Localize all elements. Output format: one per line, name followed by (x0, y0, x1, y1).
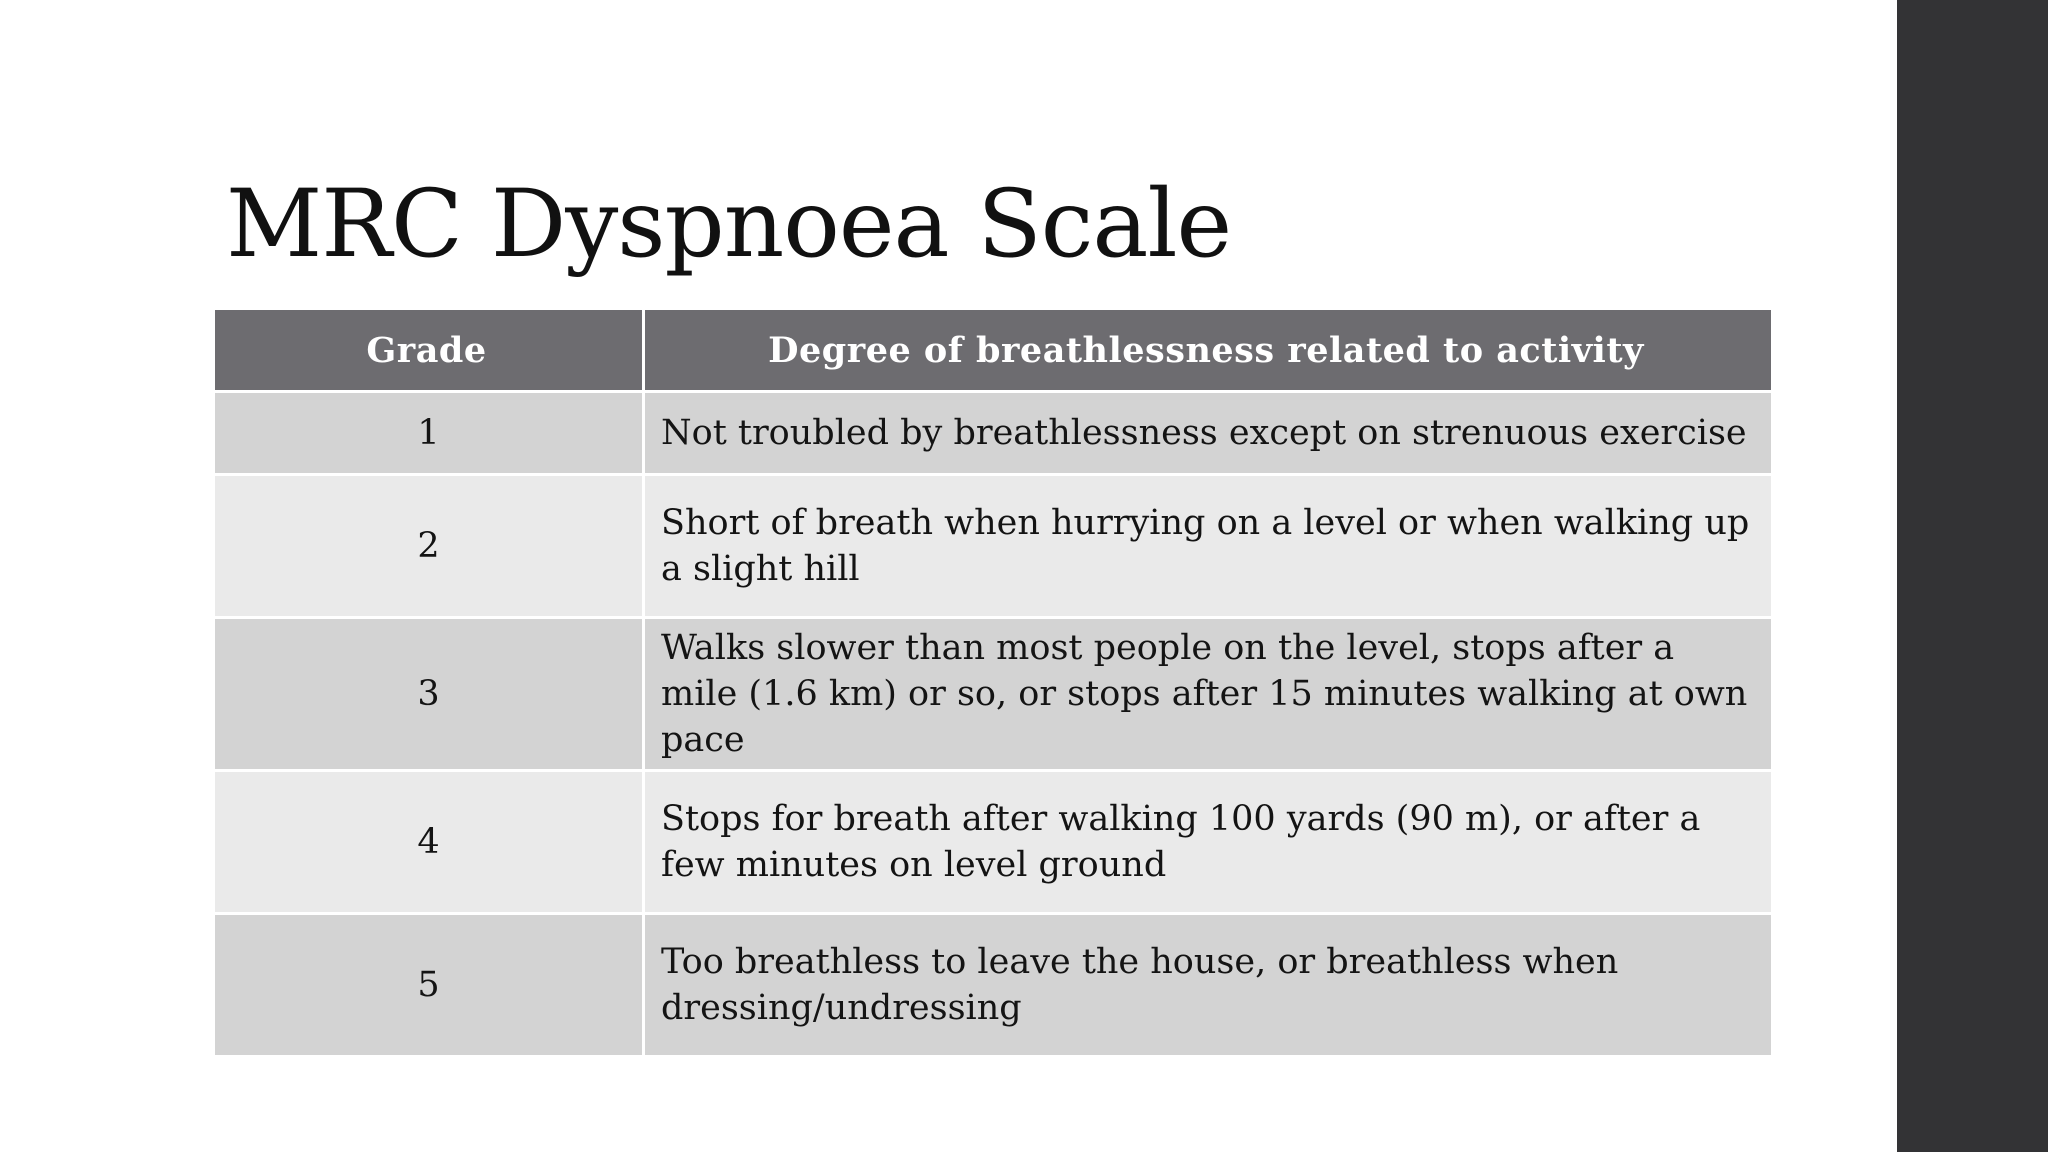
table-row (214, 914, 1773, 1057)
table-row (214, 618, 1773, 771)
description-cell: Short of breath when hurrying on a level or when walking up a slight hill (644, 475, 1773, 618)
grade-cell: 3 (214, 618, 644, 771)
description-cell: Stops for breath after walking 100 yards (90 m), or after a few minutes on level ground (644, 771, 1773, 914)
description-cell: Walks slower than most people on the level, stops after a mile (1.6 km) or so, or stops after 15 minutes walking at own pace (644, 618, 1773, 771)
table-row (214, 392, 1773, 475)
table-row (214, 771, 1773, 914)
grade-cell: 5 (214, 914, 644, 1057)
header-grade: Grade (214, 309, 644, 392)
grade-cell: 2 (214, 475, 644, 618)
dyspnoea-scale-table (212, 307, 1774, 1058)
right-accent-bar (1897, 0, 2048, 1152)
header-row (214, 309, 1773, 392)
slide-title: MRC Dyspnoea Scale (226, 170, 1232, 279)
description-cell: Not troubled by breathlessness except on strenuous exercise (644, 392, 1773, 475)
grade-cell: 4 (214, 771, 644, 914)
grade-cell: 1 (214, 392, 644, 475)
table-body (214, 392, 1773, 1057)
header-description: Degree of breathlessness related to activity (644, 309, 1773, 392)
table-header (214, 309, 1773, 392)
table-row (214, 475, 1773, 618)
description-cell: Too breathless to leave the house, or breathless when dressing/undressing (644, 914, 1773, 1057)
